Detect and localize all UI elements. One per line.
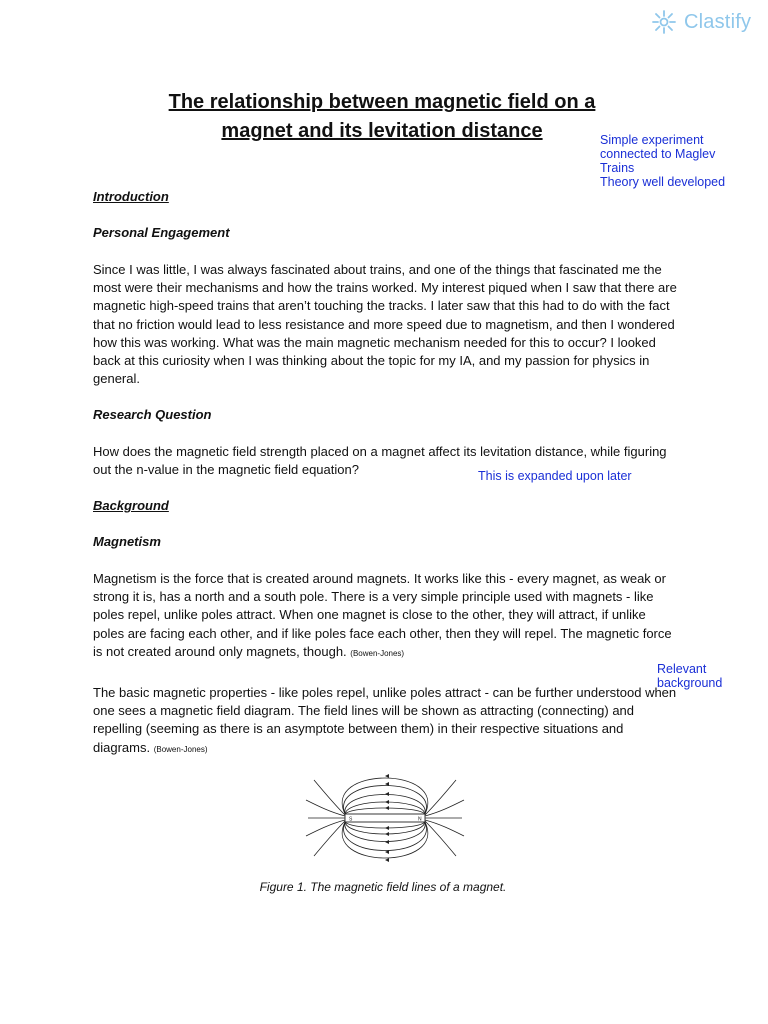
properties-text: The basic magnetic properties - like poles repel, unlike poles attract - can be further understood when one sees a magnetic field diagram. The field lines will be shown as attracting (connecting) and repelling (seeming as there is an asymptote between them) in their respective situations and diagrams. — [93, 685, 677, 755]
page-title — [92, 88, 672, 146]
title-line-1: The relationship between magnetic field on a — [168, 91, 596, 113]
clastify-logo[interactable] — [650, 8, 751, 36]
margin-comment-experiment — [600, 133, 750, 189]
clastify-logo-text: Clastify — [684, 10, 752, 33]
comment-line: Theory well developed — [600, 175, 726, 189]
magnetism-text: Magnetism is the force that is created around magnets. It works like this - every magnet, as weak or strong it is, has a north and a south pole. There is a very simple principle used with magnets - like poles repel, unlike poles attract. When one magnet is close to the other, they will attract, if unlike poles are facing each other, and if like poles face each other, then they will repel. The magnetic force is not created around only magnets, though. — [93, 571, 672, 659]
paragraph-magnetic-properties — [93, 684, 678, 759]
comment-line: Simple experiment — [600, 133, 704, 147]
heading-introduction: Introduction — [93, 189, 169, 204]
heading-magnetism: Magnetism — [93, 534, 161, 549]
comment-line: background — [657, 676, 723, 690]
paragraph-research-question: How does the magnetic field strength placed on a magnet affect its levitation distance, while figuring out the n-value in the magnetic field equation? — [93, 444, 667, 478]
pole-north-label: N — [418, 816, 422, 823]
clastify-logo-icon — [650, 8, 678, 36]
heading-research-question: Research Question — [93, 407, 212, 422]
comment-line: Relevant — [657, 662, 707, 676]
title-line-2: magnet and its levitation distance — [221, 120, 543, 142]
figure-caption: Figure 1. The magnetic field lines of a magnet. — [259, 880, 507, 894]
comment-line: Trains — [600, 161, 635, 175]
paragraph-magnetism — [93, 570, 678, 663]
citation: (Bowen-Jones) — [153, 744, 208, 754]
pole-south-label: S — [349, 816, 353, 823]
citation: (Bowen-Jones) — [350, 648, 405, 658]
margin-comment-expanded: This is expanded upon later — [478, 469, 632, 483]
heading-background: Background — [93, 498, 169, 513]
comment-line: connected to Maglev — [600, 147, 716, 161]
heading-personal-engagement: Personal Engagement — [93, 225, 230, 240]
paragraph-personal-engagement: Since I was little, I was always fascinated about trains, and one of the things that fascinated me the most were their mechanisms and how the trains worked. My interest piqued when I saw that there are magnetic high-speed trains that aren’t touching the tracks. I later saw that this had to do with the fact that no friction would lead to less resistance and more speed due to magnetism, and then I wondered how this was working. What was the main magnetic mechanism needed for this to occur? I looked back at this curiosity when I was thinking about the topic for my IA, and my passion for physics in general. — [93, 262, 677, 387]
magnetic-field-diagram — [300, 762, 470, 870]
